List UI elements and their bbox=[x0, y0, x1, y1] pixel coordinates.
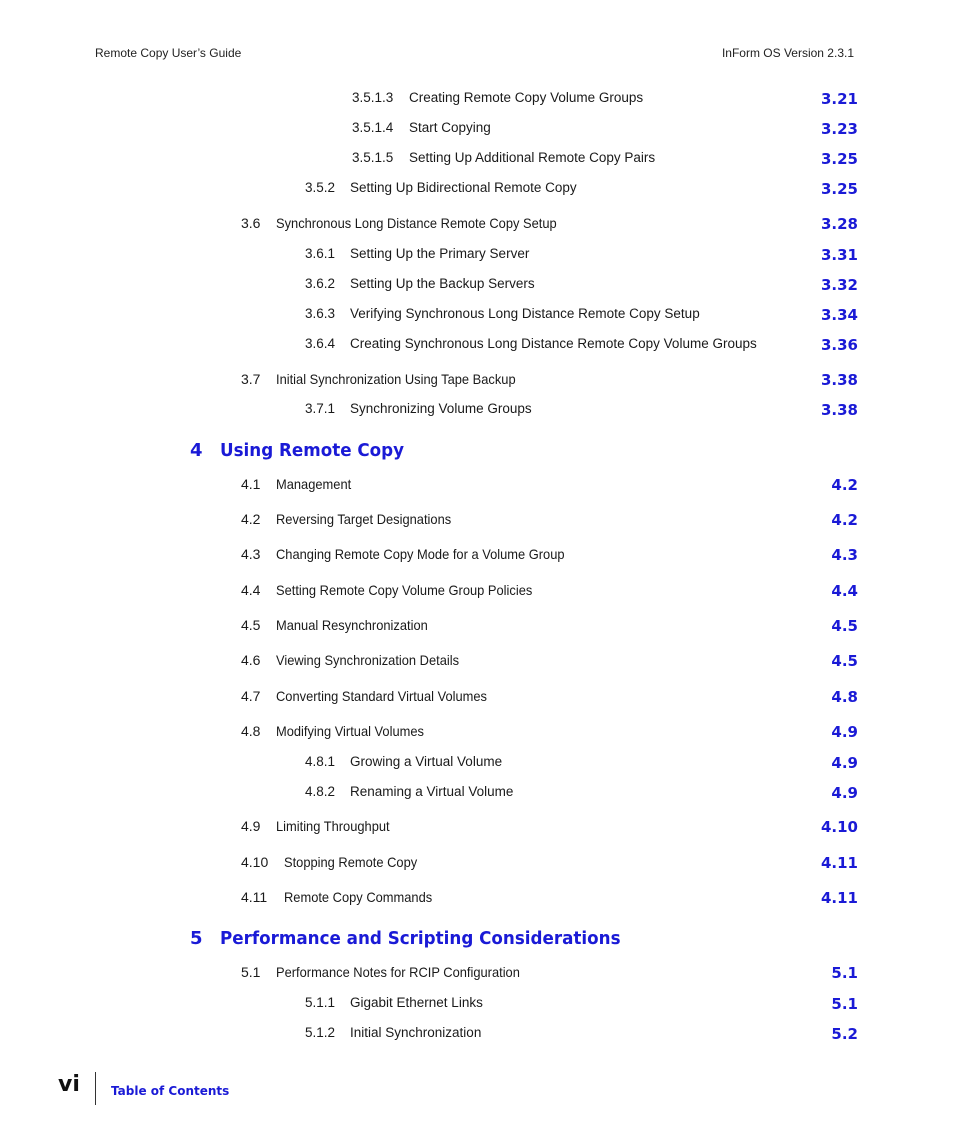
page-number-link[interactable]: 3.32 bbox=[820, 276, 858, 294]
page-number-link[interactable]: 4.5 bbox=[831, 617, 858, 635]
section-number: 3.6.1 bbox=[305, 246, 336, 261]
running-header-left: Remote Copy User’s Guide bbox=[95, 46, 242, 60]
section-title: Setting Up Additional Remote Copy Pairs bbox=[409, 150, 656, 165]
section-number: 5.1 bbox=[241, 964, 261, 980]
toc-entry[interactable] bbox=[0, 215, 954, 239]
footer-section-label: Table of Contents bbox=[111, 1084, 230, 1098]
page-number-link[interactable]: 4.9 bbox=[831, 754, 858, 772]
toc-entry[interactable] bbox=[0, 818, 954, 842]
toc-entry[interactable] bbox=[0, 964, 954, 988]
page-number-link[interactable]: 5.1 bbox=[831, 964, 858, 982]
page-number-link[interactable]: 5.1 bbox=[831, 995, 858, 1013]
page-number-link[interactable]: 4.9 bbox=[831, 723, 858, 741]
section-number: 4.4 bbox=[241, 582, 261, 598]
page-number-link[interactable]: 4.2 bbox=[831, 511, 858, 529]
toc-entry[interactable] bbox=[0, 150, 954, 174]
page-number-link[interactable]: 4.5 bbox=[831, 652, 858, 670]
toc-entry[interactable] bbox=[0, 995, 954, 1019]
section-number: 3.6 bbox=[241, 215, 261, 231]
section-number: 4.10 bbox=[241, 854, 269, 870]
toc-entry[interactable] bbox=[0, 401, 954, 425]
page-number-link[interactable]: 4.3 bbox=[831, 546, 858, 564]
page-number-link[interactable]: 3.25 bbox=[820, 150, 858, 168]
section-number: 4.8.1 bbox=[305, 754, 336, 769]
section-number: 3.6.2 bbox=[305, 276, 336, 291]
toc-entry[interactable] bbox=[0, 546, 954, 570]
chapter-title-link[interactable]: Performance and Scripting Considerations bbox=[220, 928, 621, 949]
page-number-link[interactable]: 3.28 bbox=[820, 215, 858, 233]
page-number-link[interactable]: 3.25 bbox=[820, 180, 858, 198]
section-number: 4.2 bbox=[241, 511, 261, 527]
toc-entry[interactable] bbox=[0, 511, 954, 535]
section-number: 3.6.3 bbox=[305, 306, 336, 321]
section-title: Modifying Virtual Volumes bbox=[276, 723, 424, 739]
section-title: Converting Standard Virtual Volumes bbox=[276, 688, 487, 704]
section-number: 3.5.1.5 bbox=[352, 150, 394, 165]
page-folio: vi bbox=[58, 1072, 80, 1097]
section-title: Initial Synchronization Using Tape Backup bbox=[276, 371, 516, 387]
chapter-number: 4 bbox=[190, 440, 203, 461]
section-title: Changing Remote Copy Mode for a Volume Group bbox=[276, 546, 565, 562]
section-title: Start Copying bbox=[409, 120, 491, 135]
toc-entry[interactable] bbox=[0, 582, 954, 606]
toc-entry[interactable] bbox=[0, 276, 954, 300]
section-number: 5.1.1 bbox=[305, 995, 336, 1010]
page-number-link[interactable]: 3.36 bbox=[820, 336, 858, 354]
toc-entry[interactable] bbox=[0, 652, 954, 676]
toc-entry[interactable] bbox=[0, 688, 954, 712]
section-title: Limiting Throughput bbox=[276, 818, 390, 834]
section-title: Renaming a Virtual Volume bbox=[350, 784, 514, 799]
page-number-link[interactable]: 4.2 bbox=[831, 476, 858, 494]
section-title: Viewing Synchronization Details bbox=[276, 652, 460, 668]
toc-entry[interactable] bbox=[0, 754, 954, 778]
page-number-link[interactable]: 3.21 bbox=[820, 90, 858, 108]
toc-entry[interactable] bbox=[0, 246, 954, 270]
page-number-link[interactable]: 5.2 bbox=[831, 1025, 858, 1043]
section-title: Creating Remote Copy Volume Groups bbox=[409, 90, 644, 105]
page-number-link[interactable]: 4.4 bbox=[831, 582, 858, 600]
toc-entry[interactable] bbox=[0, 180, 954, 204]
section-title: Gigabit Ethernet Links bbox=[350, 995, 483, 1010]
section-title: Setting Up the Backup Servers bbox=[350, 276, 535, 291]
section-number: 4.11 bbox=[241, 889, 268, 905]
section-number: 5.1.2 bbox=[305, 1025, 336, 1040]
section-title: Manual Resynchronization bbox=[276, 617, 428, 633]
chapter-heading[interactable] bbox=[0, 928, 954, 954]
page-number-link[interactable]: 3.34 bbox=[820, 306, 858, 324]
section-title: Performance Notes for RCIP Configuration bbox=[276, 964, 520, 980]
toc-entry[interactable] bbox=[0, 617, 954, 641]
section-number: 3.7.1 bbox=[305, 401, 336, 416]
page-number-link[interactable]: 3.38 bbox=[820, 371, 858, 389]
toc-entry[interactable] bbox=[0, 336, 954, 360]
section-title: Synchronizing Volume Groups bbox=[350, 401, 532, 416]
section-number: 3.5.1.3 bbox=[352, 90, 394, 105]
section-number: 4.1 bbox=[241, 476, 261, 492]
section-title: Setting Up the Primary Server bbox=[350, 246, 530, 261]
toc-entry[interactable] bbox=[0, 889, 954, 913]
section-title: Setting Remote Copy Volume Group Policies bbox=[276, 582, 533, 598]
page-number-link[interactable]: 4.11 bbox=[820, 889, 858, 907]
section-title: Growing a Virtual Volume bbox=[350, 754, 503, 769]
toc-entry[interactable] bbox=[0, 1025, 954, 1049]
chapter-heading[interactable] bbox=[0, 440, 954, 466]
section-title: Remote Copy Commands bbox=[284, 889, 433, 905]
section-title: Setting Up Bidirectional Remote Copy bbox=[350, 180, 577, 195]
chapter-title-link[interactable]: Using Remote Copy bbox=[220, 440, 405, 461]
section-title: Management bbox=[276, 476, 352, 492]
toc-entry[interactable] bbox=[0, 784, 954, 808]
section-number: 3.7 bbox=[241, 371, 261, 387]
toc-entry[interactable] bbox=[0, 306, 954, 330]
section-title: Reversing Target Designations bbox=[276, 511, 452, 527]
toc-entry[interactable] bbox=[0, 854, 954, 878]
page-number-link[interactable]: 4.9 bbox=[831, 784, 858, 802]
footer-divider bbox=[95, 1072, 96, 1105]
page-number-link[interactable]: 3.31 bbox=[820, 246, 858, 264]
chapter-number: 5 bbox=[190, 928, 203, 949]
page-number-link[interactable]: 4.10 bbox=[820, 818, 858, 836]
section-number: 4.6 bbox=[241, 652, 261, 668]
section-number: 3.5.2 bbox=[305, 180, 336, 195]
section-number: 4.8.2 bbox=[305, 784, 336, 799]
page-number-link[interactable]: 4.8 bbox=[831, 688, 858, 706]
section-number: 4.7 bbox=[241, 688, 261, 704]
section-number: 3.5.1.4 bbox=[352, 120, 394, 135]
toc-entry[interactable] bbox=[0, 120, 954, 144]
section-title: Creating Synchronous Long Distance Remote Copy Volume Groups bbox=[350, 336, 757, 351]
section-number: 4.3 bbox=[241, 546, 261, 562]
section-title: Initial Synchronization bbox=[350, 1025, 482, 1040]
section-title: Stopping Remote Copy bbox=[284, 854, 418, 870]
section-title: Verifying Synchronous Long Distance Remote Copy Setup bbox=[350, 306, 700, 321]
toc-entry[interactable] bbox=[0, 90, 954, 114]
toc-entry[interactable] bbox=[0, 476, 954, 500]
page-number-link[interactable]: 3.38 bbox=[820, 401, 858, 419]
section-number: 4.8 bbox=[241, 723, 261, 739]
running-header-right: InForm OS Version 2.3.1 bbox=[721, 46, 854, 60]
page-number-link[interactable]: 3.23 bbox=[820, 120, 858, 138]
section-number: 4.9 bbox=[241, 818, 261, 834]
toc-entry[interactable] bbox=[0, 371, 954, 395]
section-number: 3.6.4 bbox=[305, 336, 336, 351]
section-title: Synchronous Long Distance Remote Copy Setup bbox=[276, 215, 557, 231]
page-number-link[interactable]: 4.11 bbox=[820, 854, 858, 872]
toc-entry[interactable] bbox=[0, 723, 954, 747]
section-number: 4.5 bbox=[241, 617, 261, 633]
